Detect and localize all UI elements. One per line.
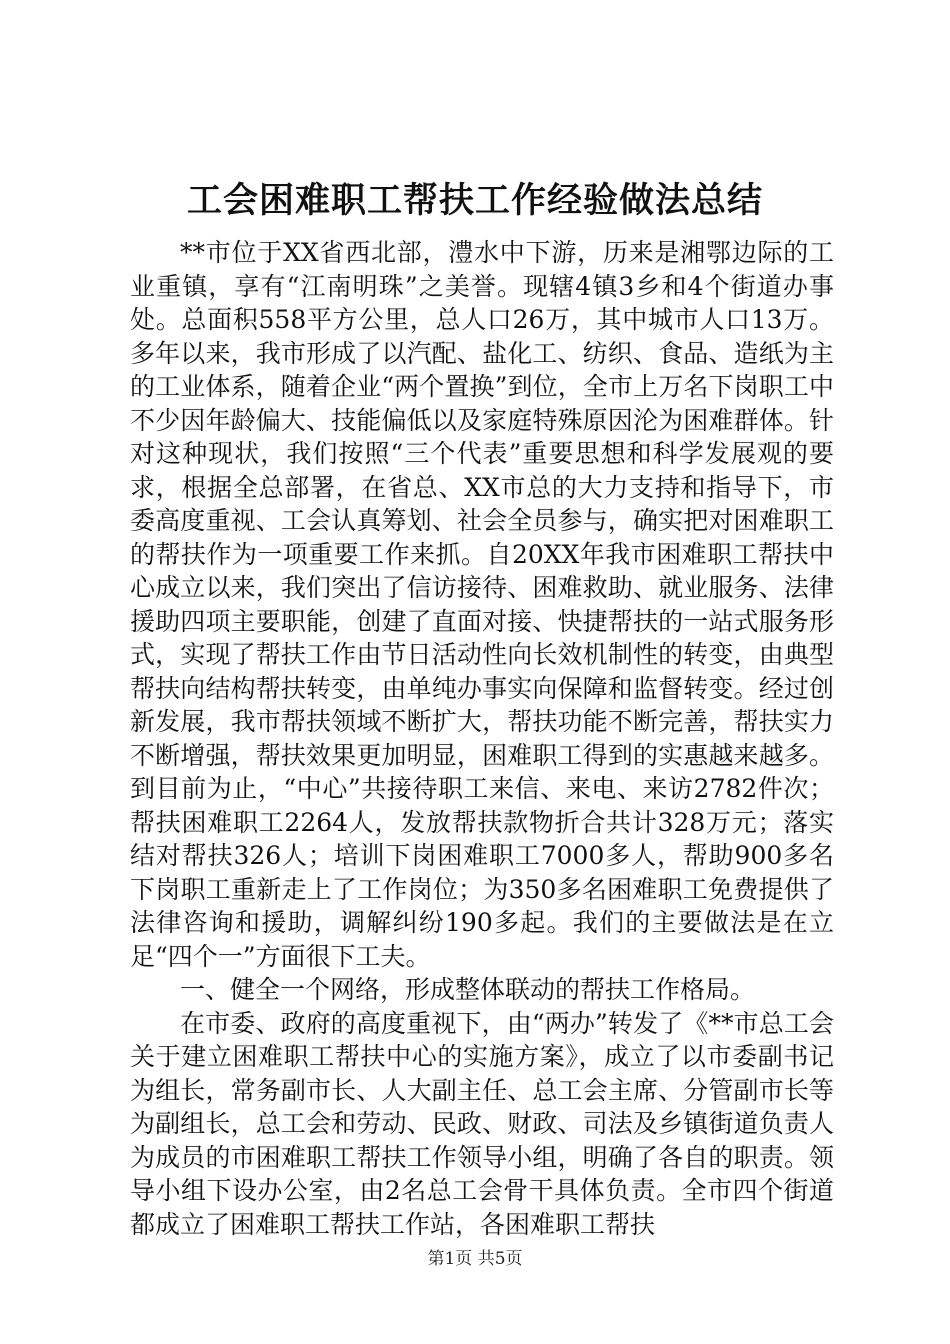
paragraph-section-content: 在市委、政府的高度重视下，由“两办”转发了《**市总工会关于建立困难职工帮扶中心的实施方案》，成立了以市委副书记为组长，常务副市长、人大副主任、总工会主席、分管副市长等为副组长，总工会和劳动、民政、财政、司法及乡镇街道负责人为成员的市困难职工帮扶工作领导小组，明确了各自的职责。领导小组下设办公室，由2名总工会骨干具体负责。全市四个街道都成立了困难职工帮扶工作站，各困难职工帮扶 <box>130 1008 834 1239</box>
document-body <box>130 236 834 1241</box>
document-title: 工会困难职工帮扶工作经验做法总结 <box>186 180 763 221</box>
page-footer: 第1页 共5页 <box>427 1249 523 1269</box>
paragraph-intro: **市位于XX省西北部，澧水中下游，历来是湘鄂边际的工业重镇，享有“江南明珠”之美誉。现辖4镇3乡和4个街道办事处。总面积558平方公里，总人口26万，其中城市人口13万。多年以来，我市形成了以汽配、盐化工、纺织、食品、造纸为主的工业体系，随着企业“两个置换”到位，全市上万名下岗职工中不少因年龄偏大、技能偏低以及家庭特殊原因沦为困难群体。针对这种现状，我们按照“三个代表”重要思想和科学发展观的要求，根据全总部署，在省总、XX市总的大力支持和指导下，市委高度重视、工会认真筹划、社会全员参与，确实把对困难职工的帮扶作为一项重要工作来抓。自20XX年我市困难职工帮扶中心成立以来，我们突出了信访接待、困难救助、就业服务、法律援助四项主要职能，创建了直面对接、快捷帮扶的一站式服务形式，实现了帮扶工作由节日活动性向长效机制性的转变，由典型帮扶向结构帮扶转变，由单纯办事实向保障和监督转变。经过创新发展，我市帮扶领域不断扩大，帮扶功能不断完善，帮扶实力不断增强，帮扶效果更加明显，困难职工得到的实惠越来越多。到目前为止，“中心”共接待职工来信、来电、来访2782件次；帮扶困难职工2264人，发放帮扶款物折合共计328万元；落实结对帮扶326人；培训下岗困难职工7000多人，帮助900多名下岗职工重新走上了工作岗位；为350多名困难职工免费提供了法律咨询和援助，调解纠纷190多起。我们的主要做法是在立足“四个一”方面很下工夫。 <box>130 238 834 971</box>
paragraph-section-heading: 一、健全一个网络，形成整体联动的帮扶工作格局。 <box>180 975 756 1004</box>
